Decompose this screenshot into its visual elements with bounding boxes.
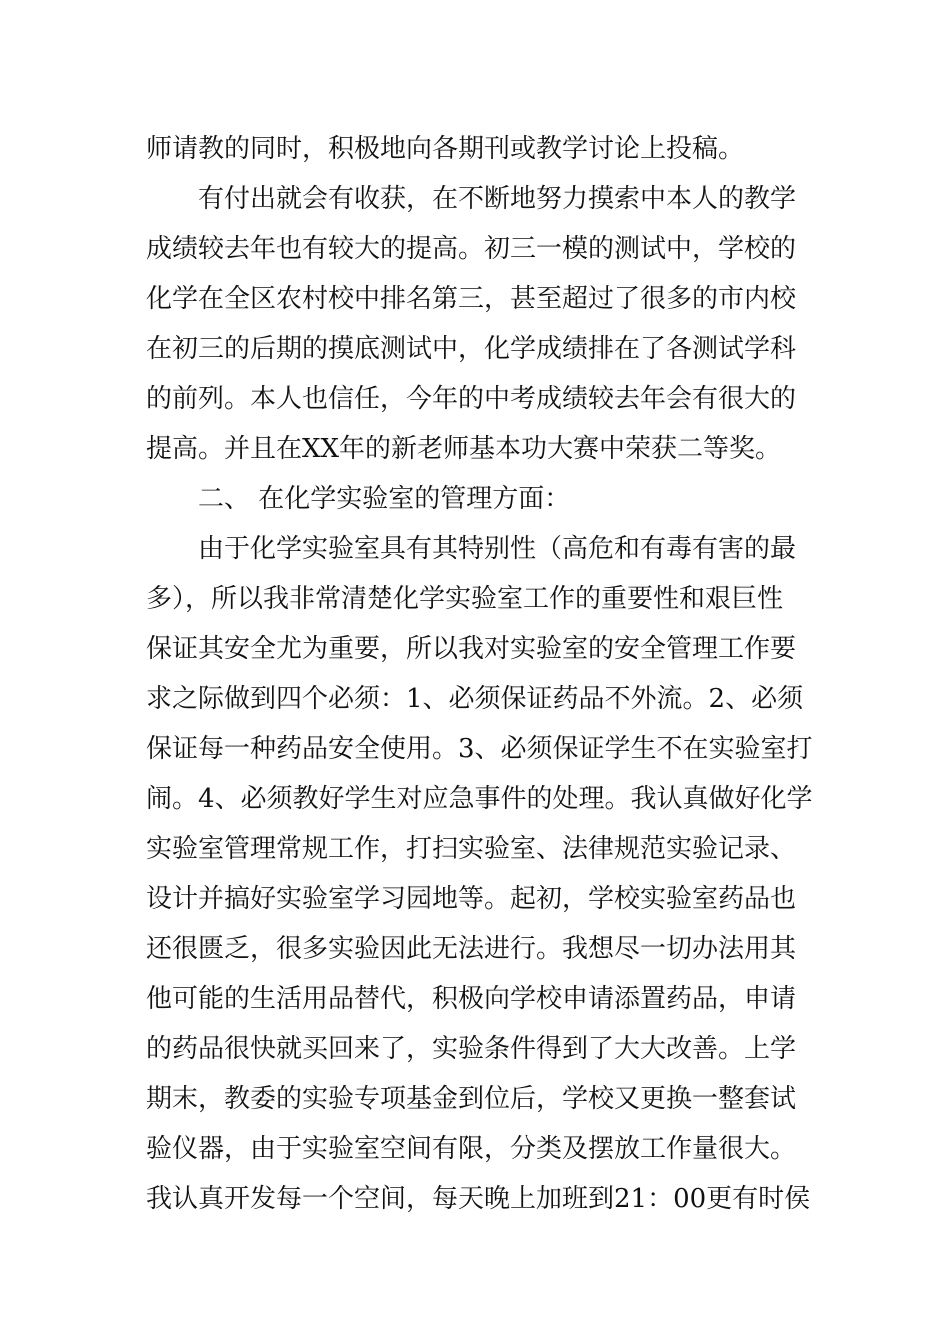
text-line-7: 提高。并且在XX年的新老师基本功大赛中荣获二等奖。 [146, 434, 782, 464]
text-line-19: 的药品很快就买回来了，实验条件得到了大大改善。上学 [146, 1034, 797, 1064]
text-line-17: 还很匮乏，很多实验因此无法进行。我想尽一切办法用其 [146, 934, 797, 964]
section-heading: 二、 在化学实验室的管理方面： [198, 484, 571, 514]
text-line-9: 由于化学实验室具有其特别性（高危和有毒有害的最 [198, 534, 797, 564]
text-line-1: 师请教的同时，积极地向各期刊或教学讨论上投稿。 [146, 134, 745, 164]
text-line-11: 保证其安全尤为重要，所以我对实验室的安全管理工作要 [146, 634, 797, 664]
text-line-5: 在初三的后期的摸底测试中，化学成绩排在了各测试学科 [146, 334, 797, 364]
text-line-21: 验仪器，由于实验室空间有限，分类及摆放工作量很大。 [146, 1134, 797, 1164]
text-line-6: 的前列。本人也信任，今年的中考成绩较去年会有很大的 [146, 384, 797, 414]
text-line-3: 成绩较去年也有较大的提高。初三一模的测试中，学校的 [146, 234, 797, 264]
text-line-14: 闹。4、必须教好学生对应急事件的处理。我认真做好化学 [146, 784, 813, 814]
text-line-12: 求之际做到四个必须：1、必须保证药品不外流。2、必须 [146, 684, 804, 714]
text-line-20: 期末，教委的实验专项基金到位后，学校又更换一整套试 [146, 1084, 797, 1114]
text-line-2: 有付出就会有收获，在不断地努力摸索中本人的教学 [198, 184, 797, 214]
text-line-13: 保证每一种药品安全使用。3、必须保证学生不在实验室打 [146, 734, 813, 764]
text-line-16: 设计并搞好实验室学习园地等。起初，学校实验室药品也 [146, 884, 797, 914]
text-line-10: 多），所以我非常清楚化学实验室工作的重要性和艰巨性 [146, 584, 784, 614]
text-line-22: 我认真开发每一个空间，每天晚上加班到21：00更有时侯 [146, 1184, 811, 1214]
text-line-15: 实验室管理常规工作，打扫实验室、法律规范实验记录、 [146, 834, 797, 864]
text-line-4: 化学在全区农村校中排名第三，甚至超过了很多的市内校 [146, 284, 797, 314]
text-line-18: 他可能的生活用品替代，积极向学校申请添置药品，申请 [146, 984, 797, 1014]
